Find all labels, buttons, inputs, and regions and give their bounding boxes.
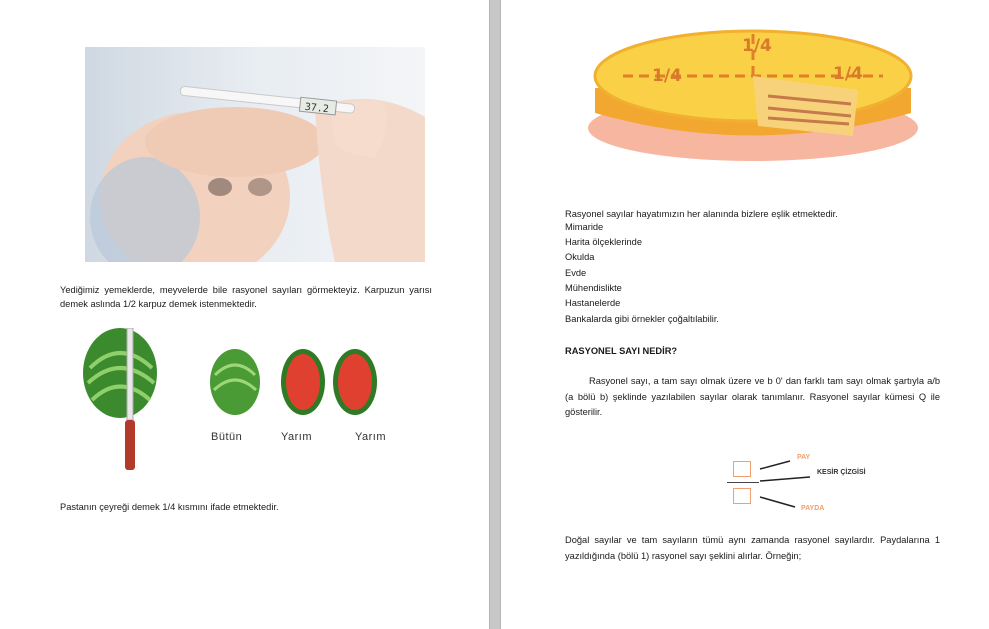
thermometer-display: 37.2: [304, 101, 330, 116]
cake-label-top: 1/4: [742, 36, 772, 56]
label-payda: PAYDA: [801, 505, 825, 512]
list-item: Okulda: [565, 252, 595, 262]
intro-line: Rasyonel sayılar hayatımızın her alanında bizlere eşlik etmektedir.: [565, 209, 838, 219]
baby-thermometer-photo: [85, 47, 425, 262]
last-paragraph: Doğal sayılar ve tam sayıların tümü aynı zamanda rasyonel sayılardır. Paydalarına 1 yazıldığında (bölü 1) rasyonel sayı şeklini alırlar. Örneğin;: [565, 535, 940, 561]
list-item: Hastanelerde: [565, 298, 621, 308]
cake-label-right: 1/4: [833, 64, 863, 84]
list-item: Harita ölçeklerinde: [565, 237, 642, 247]
label-half-2: Yarım: [355, 431, 387, 443]
watermelon-halves-image: [205, 340, 395, 422]
label-kesir-cizgisi: KESİR ÇİZGİSİ: [817, 469, 866, 476]
left-page: [0, 0, 489, 629]
list-item: Mühendislikte: [565, 283, 622, 293]
watermelon-knife-image: [80, 328, 170, 478]
label-pay: PAY: [797, 454, 811, 461]
list-item: Evde: [565, 268, 587, 278]
list-item: Bankalarda gibi örnekler çoğaltılabilir.: [565, 314, 720, 324]
cake-label-left: 1/4: [652, 66, 682, 86]
label-half-1: Yarım: [281, 431, 313, 443]
paragraph-watermelon: Yediğimiz yemeklerde, meyvelerde bile rasyonel sayıları görmekteyiz. Karpuzun yarısı demek aslında 1/2 karpuz demek istenmektedir.: [60, 285, 432, 309]
paragraph-cake-quarter: Pastanın çeyreği demek 1/4 kısmını ifade etmektedir.: [60, 502, 279, 512]
denominator-box: [733, 488, 751, 504]
definition-paragraph: Rasyonel sayı, a tam sayı olmak üzere ve b 0' dan farklı tam sayı olmak şartıyla a/b (a bölü b) şeklinde yazılabilen sayılar olarak tanımlanır. Rasyonel sayılar kümesi Q ile gösterilir.: [565, 376, 940, 417]
list-item: Mimaride: [565, 222, 604, 232]
section-heading: RASYONEL SAYI NEDİR?: [565, 346, 678, 356]
label-whole: Bütün: [211, 431, 243, 443]
page-gap: [489, 0, 501, 629]
numerator-box: [733, 461, 751, 477]
